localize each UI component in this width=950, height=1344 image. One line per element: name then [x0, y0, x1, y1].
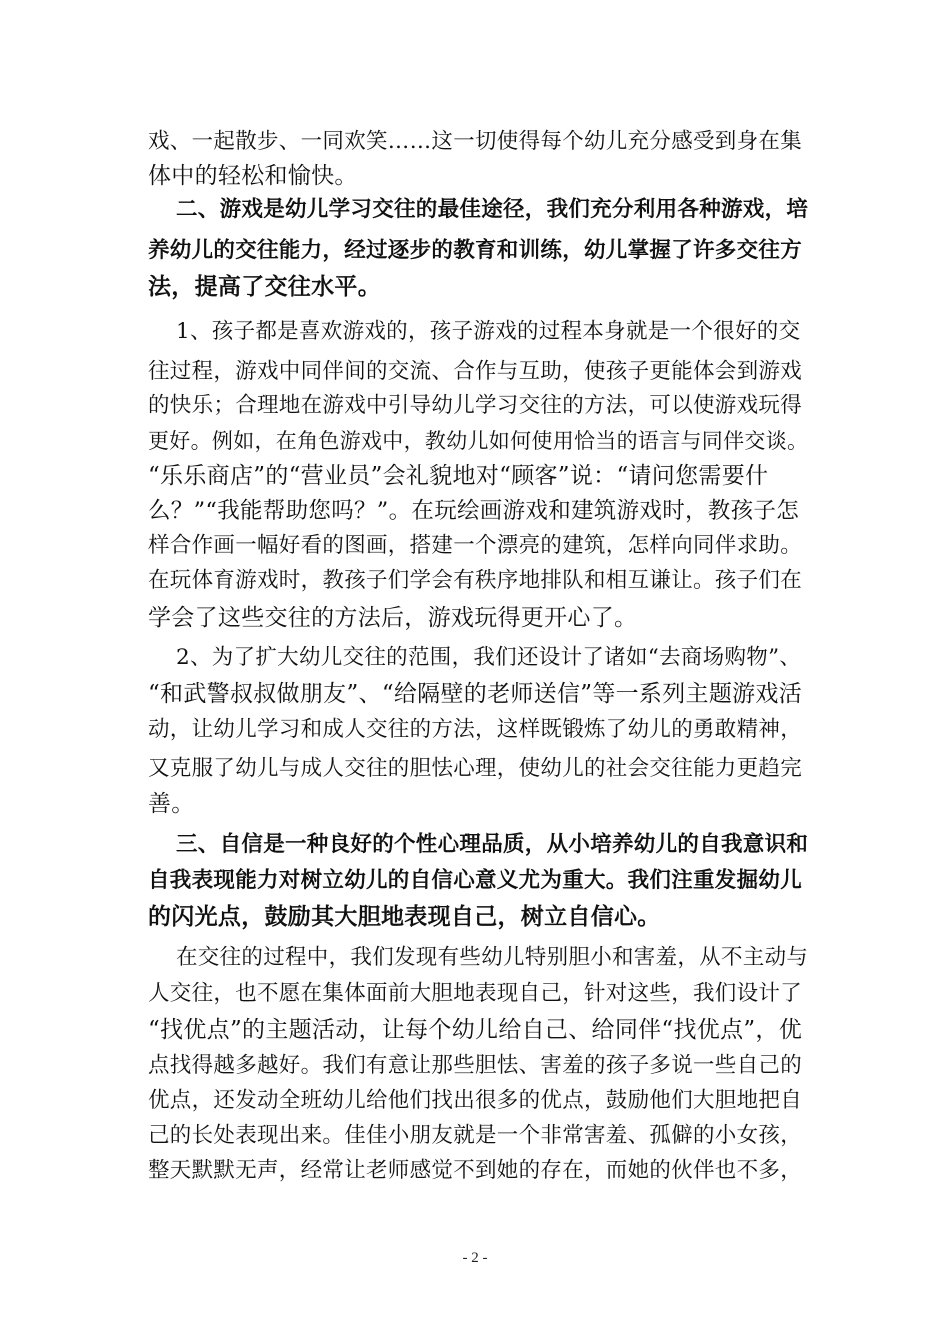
paragraph-line: 么？”“我能帮助您吗？”。在玩绘画游戏和建筑游戏时，教孩子怎 — [148, 498, 800, 524]
paragraph-line: 样合作画一幅好看的图画，搭建一个漂亮的建筑，怎样向同伴求助。 — [148, 533, 803, 558]
paragraph-line: 人交往，也不愿在集体面前大胆地表现自己，针对这些，我们设计了 — [148, 981, 803, 1006]
paragraph-line: 体中的轻松和愉快。 — [148, 163, 358, 189]
paragraph-line: 更好。例如，在角色游戏中，教幼儿如何使用恰当的语言与同伴交谈。 — [148, 429, 809, 453]
paragraph-line: 的快乐；合理地在游戏中引导幼儿学习交往的方法，可以使游戏玩得 — [148, 393, 803, 418]
paragraph-line: 优点，还发动全班幼儿给他们找出很多的优点，鼓励他们大胆地把自 — [148, 1088, 803, 1113]
page-number: - 2 - — [462, 1250, 488, 1266]
paragraph-line: “和武警叔叔做朋友”、“给隔壁的老师送信”等一系列主题游戏活 — [148, 681, 803, 707]
paragraph-line: 戏、一起散步、一同欢笑……这一切使得每个幼儿充分感受到身在集 — [148, 129, 803, 154]
section-heading-line: 的闪光点，鼓励其大胆地表现自己，树立自信心。 — [148, 903, 661, 930]
paragraph-line: 1、孩子都是喜欢游戏的，孩子游戏的过程本身就是一个很好的交 — [176, 319, 801, 344]
paragraph-line: “乐乐商店”的“营业员”会礼貌地对“顾客”说：“请问您需要什 — [148, 463, 769, 489]
paragraph-line: 学会了这些交往的方法后，游戏玩得更开心了。 — [148, 605, 638, 631]
paragraph-line: 整天默默无声，经常让老师感觉不到她的存在，而她的伙伴也不多， — [148, 1158, 803, 1183]
section-heading-line: 二、游戏是幼儿学习交往的最佳途径，我们充分利用各种游戏，培 — [176, 197, 809, 222]
section-heading-line: 法，提高了交往水平。 — [148, 273, 381, 300]
paragraph-line: 往过程，游戏中同伴间的交流、合作与互助，使孩子更能体会到游戏 — [148, 359, 803, 384]
paragraph-line: 在玩体育游戏时，教孩子们学会有秩序地排队和相互谦让。孩子们在 — [148, 568, 803, 593]
section-heading-line: 自我表现能力对树立幼儿的自信心意义尤为重大。我们注重发掘幼儿 — [148, 868, 803, 893]
paragraph-line: “找优点”的主题活动，让每个幼儿给自己、给同伴“找优点”，优 — [148, 1017, 803, 1043]
paragraph-line: 在交往的过程中，我们发现有些幼儿特别胆小和害羞，从不主动与 — [176, 945, 809, 970]
paragraph-line: 点找得越多越好。我们有意让那些胆怯、害羞的孩子多说一些自己的 — [148, 1053, 803, 1078]
paragraph-line: 又克服了幼儿与成人交往的胆怯心理，使幼儿的社会交往能力更趋完 — [148, 756, 803, 781]
section-heading-line: 养幼儿的交往能力，经过逐步的教育和训练，幼儿掌握了许多交往方 — [148, 238, 803, 263]
paragraph-line: 动，让幼儿学习和成人交往的方法，这样既锻炼了幼儿的勇敢精神， — [148, 717, 803, 742]
paragraph-line: 2、为了扩大幼儿交往的范围，我们还设计了诸如“去商场购物”、 — [176, 645, 802, 670]
paragraph-line: 善。 — [148, 791, 195, 817]
section-heading-line: 三、自信是一种良好的个性心理品质，从小培养幼儿的自我意识和 — [176, 832, 809, 857]
paragraph-line: 己的长处表现出来。佳佳小朋友就是一个非常害羞、孤僻的小女孩， — [148, 1123, 803, 1148]
